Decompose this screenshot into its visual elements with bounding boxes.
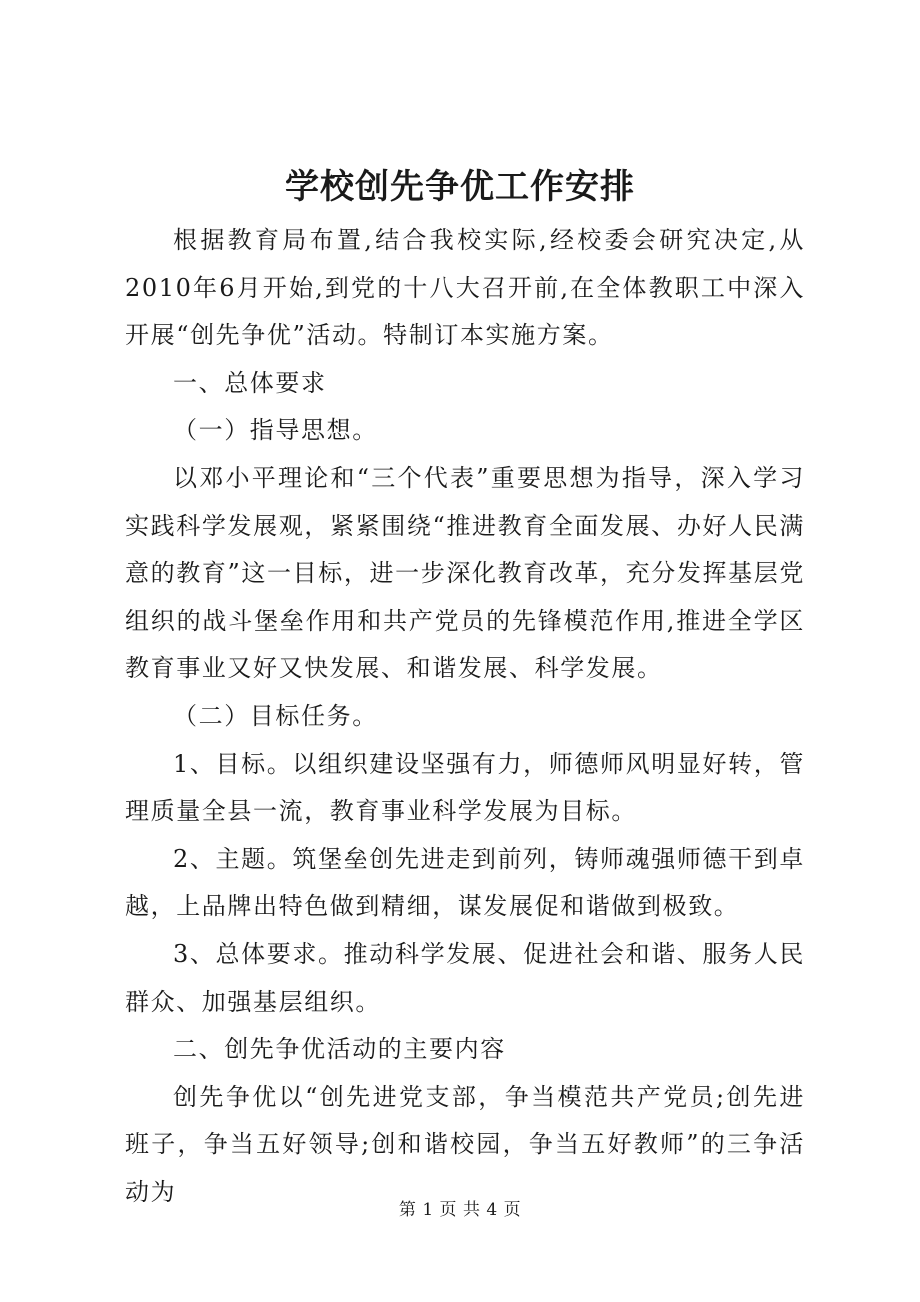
document-body [125, 217, 805, 1216]
subheading-goals-tasks: （二）目标任务。 [173, 701, 378, 730]
page-footer: 第 1 页 共 4 页 [398, 1200, 522, 1220]
paragraph-goal: 1、目标。以组织建设坚强有力，师德师风明显好转，管理质量全县一流，教育事业科学发展为目标。 [125, 749, 805, 826]
heading-general-requirements: 一、总体要求 [173, 368, 327, 397]
heading-main-content: 二、创先争优活动的主要内容 [173, 1035, 506, 1064]
document-title: 学校创先争优工作安排 [285, 167, 635, 207]
subheading-guiding-ideology: （一）指导思想。 [173, 416, 378, 445]
paragraph-main-content: 创先争优以“创先进党支部，争当模范共产党员;创先进班子，争当五好领导;创和谐校园，争当五好教师”的三争活动为 [125, 1082, 805, 1206]
paragraph-theme: 2、主题。筑堡垒创先进走到前列，铸师魂强师德干到卓越，上品牌出特色做到精细，谋发展促和谐做到极致。 [125, 844, 805, 921]
paragraph-overall-requirement: 3、总体要求。推动科学发展、促进社会和谐、服务人民群众、加强基层组织。 [125, 939, 805, 1016]
paragraph-guiding-ideology: 以邓小平理论和“三个代表”重要思想为指导，深入学习实践科学发展观，紧紧围绕“推进教育全面发展、办好人民满意的教育”这一目标，进一步深化教育改革，充分发挥基层党组织的战斗堡垒作用和共产党员的先锋模范作用,推进全学区教育事业又好又快发展、和谐发展、科学发展。 [125, 463, 805, 683]
paragraph-intro: 根据教育局布置,结合我校实际,经校委会研究决定,从2010年6月开始,到党的十八大召开前,在全体教职工中深入开展“创先争优”活动。特制订本实施方案。 [125, 226, 805, 350]
